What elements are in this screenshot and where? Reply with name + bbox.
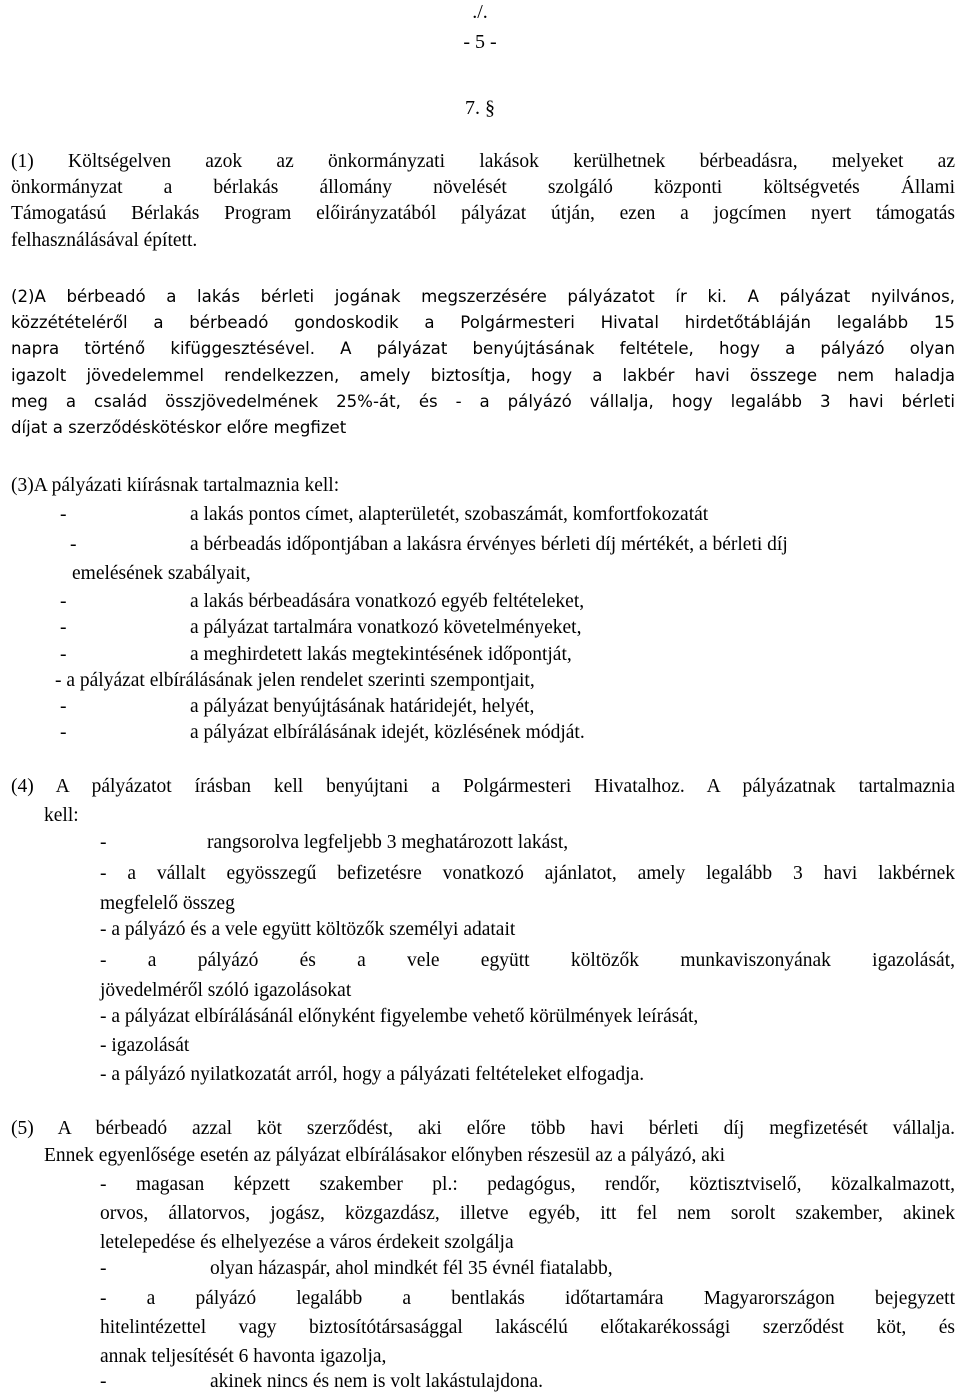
paragraph-line: díjat a szerződéskötéskor előre megfizet — [11, 418, 347, 438]
paragraph-4-lead — [11, 774, 955, 801]
list-item: a lakás pontos címet, alapterületét, szobaszámát, komfortfokozatát — [190, 504, 709, 525]
list-intro: (3)A pályázati kiírásnak tartalmaznia kell: — [11, 475, 340, 496]
list-dash: - — [60, 504, 67, 525]
list-item-line: annak teljesítését 6 havonta igazolja, — [100, 1346, 387, 1367]
paragraph-line: napra történő kifüggesztésével. A pályázat benyújtásának feltétele, hogy a pályázó olyan — [11, 339, 955, 359]
paragraph-2 — [11, 284, 955, 441]
list-item: a pályázat tartalmára vonatkozó követelményeket, — [190, 617, 582, 638]
list-dash: - — [100, 832, 107, 853]
list-item: - a pályázó és a vele együtt költözők személyi adatait — [100, 919, 516, 940]
list-dash: - — [60, 617, 67, 638]
page-marker: ./. — [472, 1, 488, 23]
page-number: - 5 - — [463, 31, 497, 53]
paragraph-5-lead — [11, 1116, 955, 1143]
list-item: a lakás bérbeadására vonatkozó egyéb feltételeket, — [190, 591, 585, 612]
paragraph-line: (4) A pályázatot írásban kell benyújtani a Polgármesteri Hivatalhoz. A pályázatnak tartalmaznia — [11, 776, 955, 797]
paragraph-line: igazolt jövedelemmel rendelkezzen, amely biztosítja, hogy a lakbér havi összege nem haladja — [11, 365, 955, 385]
paragraph-line: közzétételéről a bérbeadó gondoskodik a Polgármesteri Hivatal hirdetőtábláján legalább 15 — [11, 313, 955, 333]
list-item-line: hitelintézettel vagy biztosítótársasággal lakáscélú előtakarékossági szerződést köt, és — [100, 1317, 955, 1338]
section-title: 7. § — [465, 97, 495, 119]
list-item: a pályázat benyújtásának határidejét, helyét, — [190, 696, 535, 717]
paragraph-line: (2)A bérbeadó a lakás bérleti jogának megszerzésére pályázatot ír ki. A pályázat nyilvános, — [11, 287, 955, 306]
list-item-line: - a pályázó és a vele együtt költözők munkaviszonyának igazolását, — [100, 950, 955, 971]
list-item-line: megfelelő összeg — [100, 892, 235, 914]
list-item-line: - magasan képzett szakember pl.: pedagógus, rendőr, köztisztviselő, közalkalmazott, — [100, 1174, 955, 1195]
list-dash: - — [60, 696, 67, 717]
list-item: - a pályázó nyilatkozatát arról, hogy a pályázati feltételeket elfogadja. — [100, 1064, 645, 1085]
list-item-line: - a pályázó legalább a bentlakás időtartamára Magyarországon bejegyzett — [100, 1288, 955, 1309]
list-item: akinek nincs és nem is volt lakástulajdona. — [210, 1371, 544, 1392]
list-item: a bérbeadás időpontjában a lakásra érvényes bérleti díj mértékét, a bérleti díj — [190, 534, 788, 555]
paragraph-line: felhasználásával épített. — [11, 229, 198, 251]
list-dash: - — [100, 1258, 107, 1279]
list-dash: - — [60, 644, 67, 665]
list-dash: - — [60, 722, 67, 743]
paragraph-1 — [11, 149, 955, 254]
list-item: a meghirdetett lakás megtekintésének időpontját, — [190, 644, 572, 665]
list-dash: - — [100, 1371, 107, 1392]
list-item-line: letelepedése és elhelyezése a város érdekeit szolgálja — [100, 1232, 514, 1253]
paragraph-line: kell: — [44, 805, 79, 826]
list-item — [100, 946, 955, 1005]
paragraph-line: Ennek egyenlősége esetén az pályázat elbírálásakor előnyben részesül az a pályázó, aki — [44, 1145, 726, 1166]
list-item: - a pályázat elbírálásánál előnyként figyelembe vehető körülmények leírását, — [100, 1006, 699, 1027]
list-item: olyan házaspár, ahol mindkét fél 35 évnél fiatalabb, — [210, 1258, 613, 1279]
list-item — [100, 1284, 955, 1371]
list-dash: - — [70, 534, 77, 555]
list-item — [100, 1170, 955, 1257]
list-item-line: orvos, állatorvos, jogász, közgazdász, illetve egyéb, itt fel nem sorolt szakember, akinek — [100, 1203, 955, 1224]
paragraph-line: (1) Költségelven azok az önkormányzati lakások kerülhetnek bérbeadásra, melyeket az — [11, 151, 955, 172]
list-item: a pályázat elbírálásának idejét, közlésének módját. — [190, 722, 585, 743]
list-item-line: - a vállalt egyösszegű befizetésre vonatkozó ajánlatot, amely legalább 3 havi lakbérnek — [100, 863, 955, 884]
list-item-line: jövedelméről szóló igazolásokat — [100, 979, 352, 1001]
list-item — [100, 859, 955, 918]
paragraph-line: Támogatású Bérlakás Program előirányzatából pályázat útján, ezen a jogcímen nyert támogatás — [11, 203, 955, 225]
list-item-continuation: emelésének szabályait, — [72, 563, 251, 584]
list-item: rangsorolva legfeljebb 3 meghatározott lakást, — [207, 832, 569, 853]
list-item: - a pályázat elbírálásának jelen rendelet szerinti szempontjait, — [55, 670, 535, 691]
paragraph-line: meg a család összjövedelmének 25%-át, és - a pályázó vállalja, hogy legalább 3 havi bérleti — [11, 391, 955, 411]
paragraph-line: (5) A bérbeadó azzal köt szerződést, aki előre több havi bérleti díj megfizetését vállalja. — [11, 1118, 955, 1139]
list-dash: - — [60, 591, 67, 612]
paragraph-line: önkormányzat a bérlakás állomány növelését szolgáló központi költségvetés Állami — [11, 177, 955, 199]
list-item: - igazolását — [100, 1035, 190, 1056]
